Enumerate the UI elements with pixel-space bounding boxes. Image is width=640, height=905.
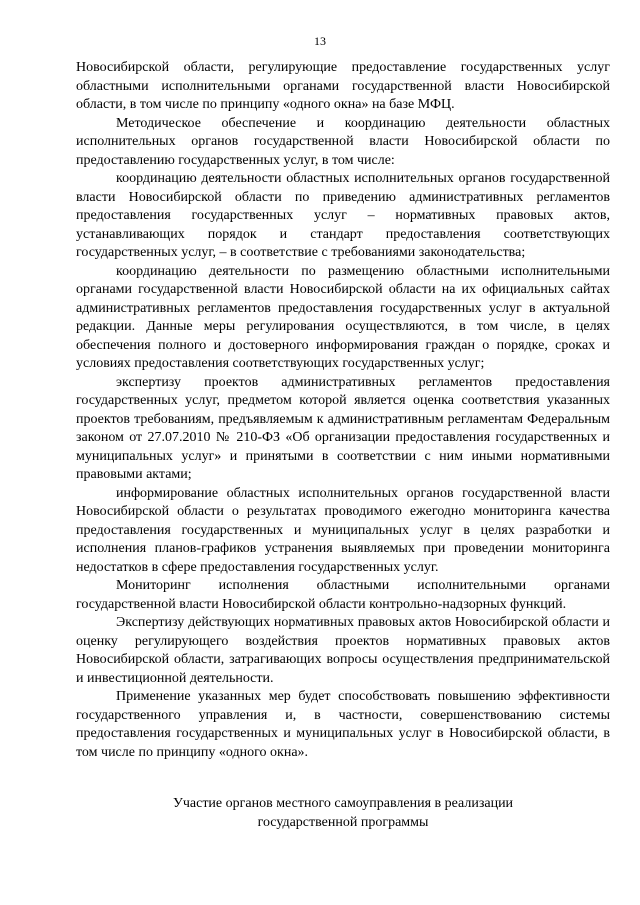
section-heading <box>76 795 610 832</box>
section-heading-line-2: государственной программы <box>257 814 429 830</box>
paragraph-expertise-projects: экспертизу проектов административных регламентов предоставления государственных услуг, предметом которой является оценка соответствия указанных проектов требованиям, предъявляемым к административным регламентам Федеральным законом от 27.07.2010 № 210-ФЗ «Об организации предоставления государственных и муниципальных услуг» и принятыми в соответствии с ним иными нормативными правовыми актами; <box>76 374 610 482</box>
paragraph-monitoring-control: Мониторинг исполнения областными исполнительными органами государственной власти Новосибирской области контрольно-надзорных функций. <box>76 578 610 612</box>
paragraph-coordination-regulations: координацию деятельности областных исполнительных органов государственной власти Новосибирской области по приведению административных регламентов предоставления государственных услуг – нормативных правовых актов, устанавливающих порядок и стандарт предоставления соответствующих государственных услуг, – в соответствие с требованиями законодательства; <box>76 171 610 260</box>
section-heading-line-1: Участие органов местного самоуправления в реализации <box>172 796 514 811</box>
paragraph-methodical-support: Методическое обеспечение и координацию деятельности областных исполнительных органов государственной власти Новосибирской области по предоставлению государственных услуг, в том числе: <box>76 115 610 168</box>
page-number: 13 <box>314 34 326 48</box>
paragraph-continuation: Новосибирской области, регулирующие предоставление государственных услуг областными исполнительными органами государственной власти Новосибирской области, в том числе по принципу «одного окна» на базе МФЦ. <box>76 60 610 112</box>
paragraph-coordination-publication: координацию деятельности по размещению областными исполнительными органами государственной власти Новосибирской области на их официальных сайтах административных регламентов предоставления государственных услуг в актуальной редакции. Данные меры регулирования осуществляются, в том числе, в целях обеспечения полного и достоверного информирования граждан о порядке, сроках и условиях предоставления соответствующих государственных услуг; <box>76 263 610 371</box>
paragraph-informing-monitoring: информирование областных исполнительных органов государственной власти Новосибирской области о результатах проводимого ежегодно мониторинга качества предоставления государственных и муниципальных услуг в целях разработки и исполнения планов-графиков устранения выявляемых при проведении мониторинга недостатков в сфере предоставления государственных услуг. <box>76 485 610 575</box>
paragraph-application-measures: Применение указанных мер будет способствовать повышению эффективности государственного управления и, в частности, совершенствованию системы предоставления государственных и муниципальных услуг в Новосибирской области, в том числе по принципу «одного окна». <box>76 689 610 760</box>
paragraph-expertise-acts: Экспертизу действующих нормативных правовых актов Новосибирской области и оценку регулирующего воздействия проектов нормативных правовых актов Новосибирской области, затрагивающих вопросы осуществления предпринимательской и инвестиционной деятельности. <box>76 615 610 686</box>
document-body <box>76 59 610 762</box>
